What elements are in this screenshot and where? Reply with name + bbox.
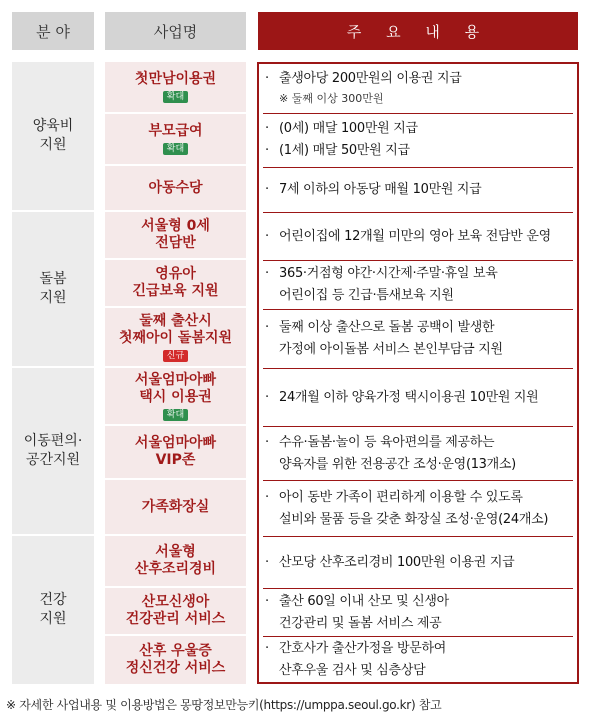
program-first-meeting-voucher (105, 62, 246, 112)
content-row (259, 637, 577, 682)
content-line: · 산모당 산후조리경비 100만원 이용권 지급 (265, 554, 515, 570)
program-postpartum-care-cost (105, 536, 246, 586)
program-name: 산모신생아 건강관리 서비스 (125, 594, 226, 627)
program-name: 아동수당 (148, 179, 203, 196)
program-taxi-voucher (105, 368, 246, 424)
footer-note: ※ 자세한 사업내용 및 이용방법은 몽땅정보만능키(https://umppa.seoul.go.kr) 참고 (6, 698, 442, 712)
program-mother-newborn-care (105, 588, 246, 634)
content-line: · 출생아당 200만원의 이용권 지급 (265, 71, 462, 86)
program-name: 첫만남이용권 (134, 71, 217, 87)
content-note: ※ 둘째 이상 300만원 (279, 92, 384, 105)
content-line: · 365·거점형 야간·시간제·주말·휴일 보육 (265, 266, 498, 281)
content-row (259, 481, 577, 536)
program-name: 서울형 0세 전담반 (141, 218, 210, 251)
content-line: · 둘째 이상 출산으로 돌봄 공백이 발생한 (265, 320, 495, 335)
expand-badge: 확대 (163, 143, 188, 155)
content-line: · 7세 이하의 아동당 매월 10만원 지급 (265, 182, 482, 197)
program-child-allowance (105, 166, 246, 210)
content-line: · (0세) 매달 100만원 지급 (265, 121, 418, 136)
content-line: 양육자를 위한 전용공간 조성·운영(13개소) (279, 456, 516, 472)
content-line: · 수유·돌봄·놀이 등 육아편의를 제공하는 (265, 434, 495, 450)
header-content: 주 요 내 용 (258, 12, 578, 50)
expand-badge: 확대 (163, 91, 188, 103)
content-line: · 24개월 이하 양육가정 택시이용권 10만원 지원 (265, 389, 539, 405)
program-name: 서울형 산후조리경비 (134, 544, 217, 577)
program-name: 산후 우울증 정신건강 서비스 (125, 643, 226, 676)
content-line: 건강관리 및 돌봄 서비스 제공 (279, 615, 442, 631)
content-line: · 간호사가 출산가정을 방문하여 (265, 640, 447, 656)
expand-badge: 확대 (163, 409, 188, 421)
content-row (259, 369, 577, 426)
content-row (259, 114, 577, 166)
content-row (259, 310, 577, 368)
header-program: 사업명 (105, 12, 246, 50)
program-family-restroom (105, 480, 246, 534)
program-second-child-care (105, 308, 246, 366)
category-health-support: 건강 지원 (12, 536, 94, 684)
program-name: 둘째 출산시 첫째아이 돌봄지원 (118, 312, 233, 346)
content-row (259, 213, 577, 260)
content-line: · 아이 동반 가족이 편리하게 이용할 수 있도록 (265, 489, 523, 505)
content-row (259, 261, 577, 309)
content-row (259, 427, 577, 480)
new-badge: 신규 (163, 350, 188, 362)
content-line: 가정에 아이돌봄 서비스 본인부담금 지원 (279, 342, 503, 357)
program-vip-zone (105, 426, 246, 478)
content-line: · 어린이집에 12개월 미만의 영아 보육 전담반 운영 (265, 228, 551, 244)
content-line: · 출산 60일 이내 산모 및 신생아 (265, 593, 449, 609)
program-parent-benefit (105, 114, 246, 164)
header-category: 분 야 (12, 12, 94, 50)
program-name: 가족화장실 (141, 498, 210, 515)
content-line: 산후우울 검사 및 심층상담 (279, 662, 426, 678)
category-childcare-cost: 양육비 지원 (12, 62, 94, 210)
program-name: 서울엄마아빠 VIP존 (134, 435, 217, 468)
program-postpartum-depression (105, 636, 246, 684)
program-seoul-infant-class (105, 212, 246, 258)
program-name: 부모급여 (148, 123, 203, 139)
content-row (259, 589, 577, 636)
content-row (259, 537, 577, 588)
program-name: 서울엄마아빠 택시 이용권 (134, 371, 217, 405)
content-line: · (1세) 매달 50만원 지급 (265, 143, 410, 158)
content-box (257, 62, 579, 684)
content-line: 설비와 물품 등을 갖춘 화장실 조성·운영(24개소) (279, 511, 549, 527)
content-line: 어린이집 등 긴급·틈새보육 지원 (279, 288, 454, 303)
content-row (259, 64, 577, 112)
program-emergency-childcare (105, 260, 246, 306)
content-row (259, 168, 577, 212)
category-mobility-space: 이동편의· 공간지원 (12, 368, 94, 534)
program-name: 영유아 긴급보육 지원 (132, 266, 219, 299)
category-care-support: 돌봄 지원 (12, 212, 94, 366)
